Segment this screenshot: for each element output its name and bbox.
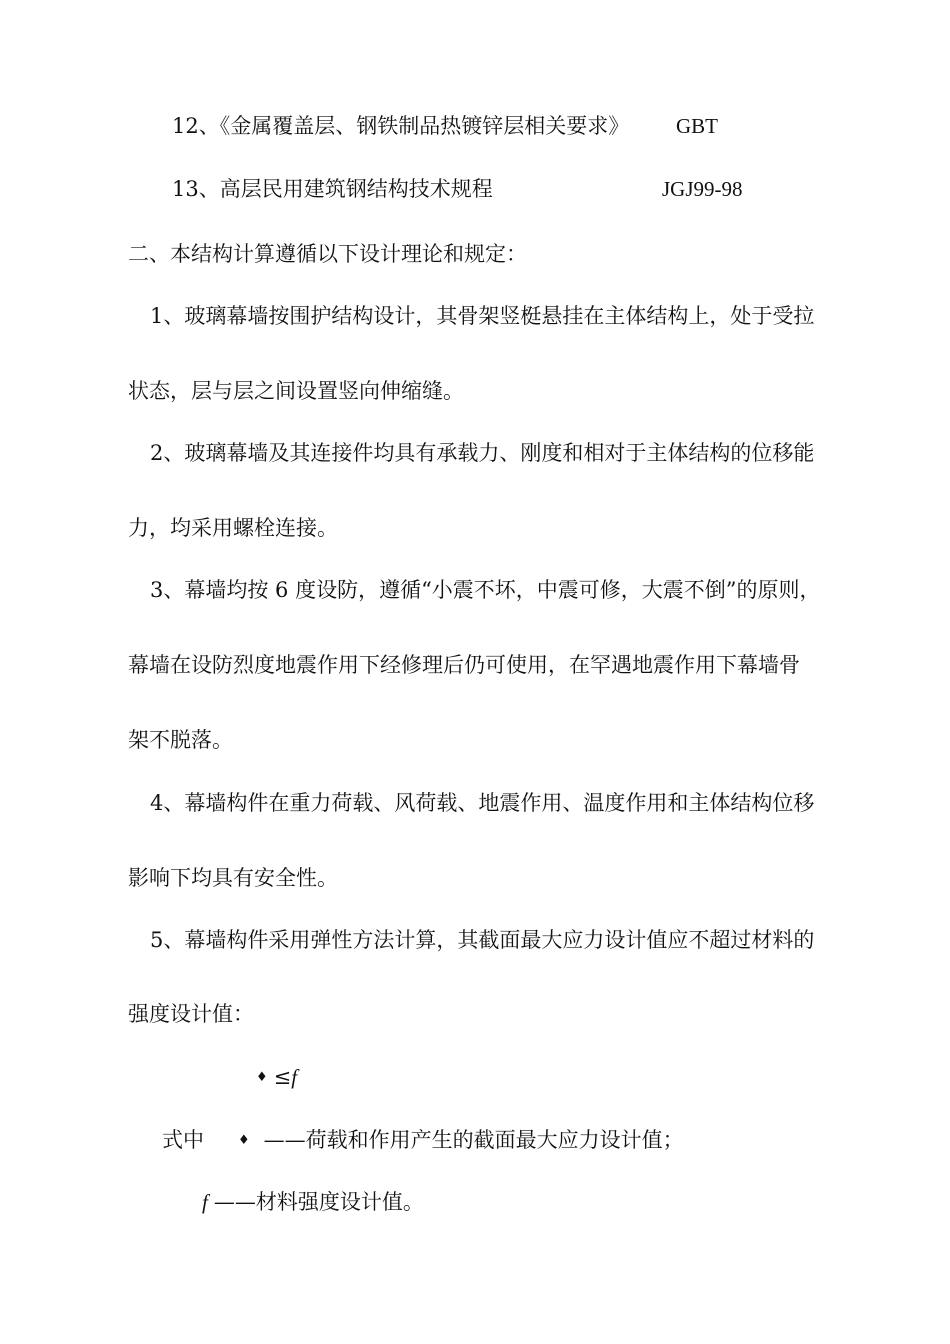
formula-f: f bbox=[291, 1065, 298, 1089]
ref-item-13 bbox=[172, 175, 493, 203]
paragraph-2-line-2: 力，均采用螺栓连接。 bbox=[128, 516, 338, 540]
definition-sigma-desc: ——荷载和作用产生的截面最大应力设计值； bbox=[263, 1128, 684, 1152]
definition-f-desc: ——材料强度设计值。 bbox=[213, 1190, 424, 1214]
definitions-lead: 式中 bbox=[162, 1128, 204, 1152]
paragraph-5-line-2: 强度设计值： bbox=[128, 1002, 254, 1026]
definition-sigma bbox=[238, 1126, 684, 1155]
paragraph-3-line-3: 架不脱落。 bbox=[128, 728, 233, 752]
paragraph-4-line-1: 4、幕墙构件在重力荷载、风荷载、地震作用、温度作用和主体结构位移 bbox=[150, 791, 815, 815]
ref-item-13-code: JGJ99-98 bbox=[662, 177, 743, 201]
ref-item-12-text: 12、《金属覆盖层、钢铁制品热镀锌层相关要求》 bbox=[172, 114, 630, 138]
definition-f-symbol: f bbox=[202, 1190, 208, 1214]
paragraph-3-line-1: 3、幕墙均按 6 度设防，遵循“小震不坏，中震可修，大震不倒”的原则， bbox=[150, 578, 821, 602]
ref-item-13-text: 13、高层民用建筑钢结构技术规程 bbox=[172, 177, 493, 201]
paragraph-5-line-1: 5、幕墙构件采用弹性方法计算，其截面最大应力设计值应不超过材料的 bbox=[150, 928, 815, 952]
section-heading: 二、本结构计算遵循以下设计理论和规定： bbox=[128, 242, 527, 266]
definition-sigma-symbol: ♦ bbox=[238, 1133, 250, 1148]
paragraph-4-line-2: 影响下均具有安全性。 bbox=[128, 866, 338, 890]
formula bbox=[256, 1063, 297, 1092]
paragraph-2-line-1: 2、玻璃幕墙及其连接件均具有承载力、刚度和相对于主体结构的位移能 bbox=[150, 441, 815, 465]
definition-f bbox=[202, 1188, 424, 1216]
paragraph-1-line-1: 1、玻璃幕墙按围护结构设计，其骨架竖梃悬挂在主体结构上，处于受拉 bbox=[150, 304, 815, 328]
paragraph-3-line-2: 幕墙在设防烈度地震作用下经修理后仍可使用，在罕遇地震作用下幕墙骨 bbox=[128, 653, 800, 677]
less-equal-sign: ≤ bbox=[273, 1065, 292, 1089]
sigma-symbol: ♦ bbox=[256, 1070, 268, 1085]
ref-item-12-code: GBT bbox=[676, 114, 718, 138]
paragraph-1-line-2: 状态，层与层之间设置竖向伸缩缝。 bbox=[128, 379, 464, 403]
ref-item-12 bbox=[172, 112, 629, 140]
